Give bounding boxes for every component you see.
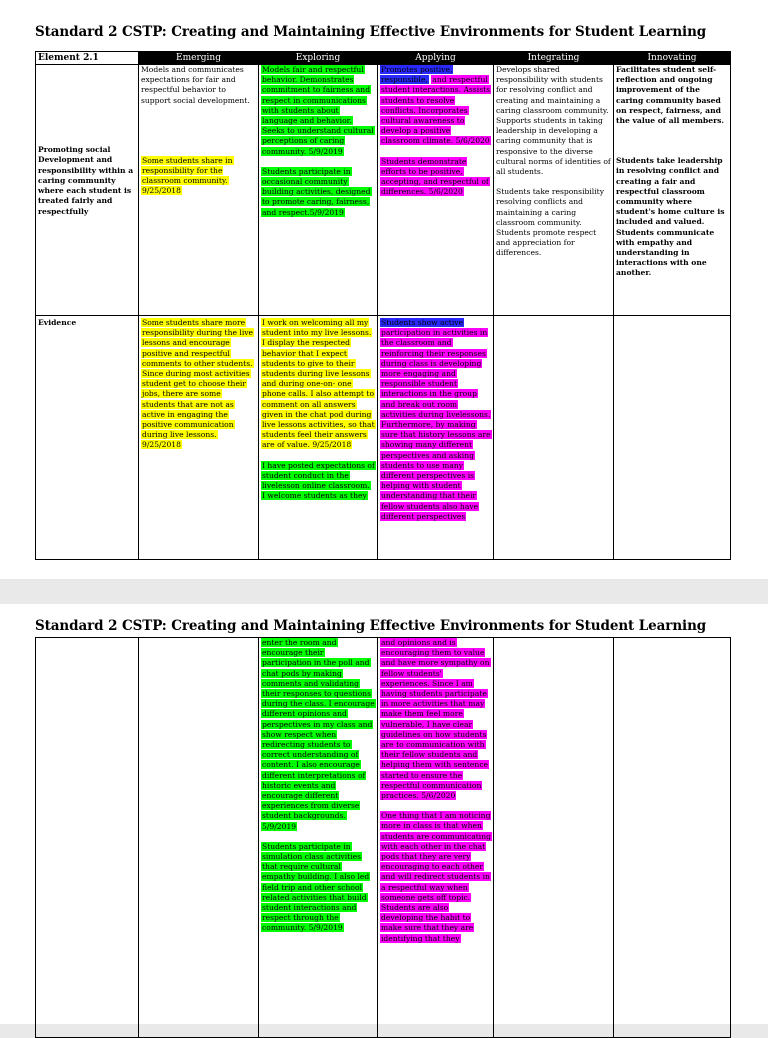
table-row-evidence-continued bbox=[36, 638, 731, 1038]
highlighted-text: I work on welcoming all my student into my live lessons. I display the respected behavior that I expect students to give to their students during live lessons and during one-on- one phone calls. I also attempt to comment on all answers given in the chat pod during live lessons activities, so that students feel their answers are of value. 9/25/2018 bbox=[262, 318, 375, 450]
cell-text: Facilitates student self-reflection and ongoing improvement of the caring community based on respect, fairness, and the value of all members. bbox=[616, 65, 724, 126]
column-header-innovating: Innovating bbox=[614, 52, 731, 65]
highlighted-text: Some students share more responsibility during the live lessons and encourage positive and respectful comments to other students. Since during most activities student get to choose their jobs, there are some students that are not as active in engaging the positive communication during live lessons. 9/25/2018 bbox=[142, 318, 254, 450]
cell-text: Students take responsibility resolving conflicts and maintaining a caring classroom community. Students promote respect and appreciation for differences. bbox=[496, 187, 604, 258]
page-title: Standard 2 CSTP: Creating and Maintaining Effective Environments for Student Learning bbox=[35, 618, 707, 634]
cell-innovating bbox=[614, 638, 731, 1038]
page-title: Standard 2 CSTP: Creating and Maintaining Effective Environments for Student Learning bbox=[35, 24, 707, 40]
cell-integrating bbox=[494, 638, 614, 1038]
cell-text: Students take leadership in resolving conflict and creating a fair and respectful classroom community where student's home culture is included and valued. Students communicate with empathy and understanding in interactions with one another. bbox=[616, 156, 725, 278]
cell-emerging bbox=[139, 65, 259, 316]
row-label-text: Promoting social Development and responsibility within a caring community where each student is treated fairly and respectfully bbox=[38, 145, 134, 216]
highlighted-text: Some students share in responsibility for the classroom community. 9/25/2018 bbox=[142, 155, 233, 196]
row-label-evidence: Evidence bbox=[36, 316, 139, 560]
cell-applying bbox=[378, 316, 494, 560]
highlighted-text: and respectful student interactions. Assists students to resolve conflicts. Incorporates cultural awareness to develop a positive classroom climate. 5/6/2020 bbox=[381, 75, 491, 146]
table-row-promoting bbox=[36, 65, 731, 316]
highlighted-text: Students demonstrate efforts to be positive, accepting, and respectful of differences. 5/6/2020 bbox=[381, 156, 489, 197]
highlighted-text: I have posted expectations of student conduct in the livelesson online classroom. I welcome students as they bbox=[262, 460, 375, 501]
cell-text: Models and communicates expectations for fair and respectful behavior to support social development. bbox=[141, 65, 250, 105]
cell-exploring bbox=[259, 65, 378, 316]
element-label: Element 2.1 bbox=[36, 52, 139, 65]
cell-innovating bbox=[614, 316, 731, 560]
highlighted-text: and opinions and is encouraging them to value and have more sympathy on fellow students' experiences. Since I am having students participate in more activities that may make them feel more vulnerable, I have clear guidelines on how students are to communication with their fellow students and helping them with sentence started to ensure the respectful communication practices. 5/6/2020 bbox=[381, 638, 490, 801]
highlighted-text: Models fair and respectful behavior. Demonstrates commitment to fairness and respect in communications with students about language and behavior. Seeks to understand cultural perceptions of caring community. 5/9/2019 bbox=[262, 65, 374, 156]
cell-applying bbox=[378, 638, 494, 1038]
cell-exploring bbox=[259, 638, 378, 1038]
highlighted-text: Students participate in simulation class activities that require cultural empathy building. I also led field trip and other school related activities that build student interactions and respect through the community. 5/9/2019 bbox=[262, 841, 370, 933]
rubric-table-continued bbox=[35, 637, 731, 1038]
cell-innovating bbox=[614, 65, 731, 316]
cell-label bbox=[36, 638, 139, 1038]
cell-emerging bbox=[139, 638, 259, 1038]
table-row-evidence bbox=[36, 316, 731, 560]
rubric-table bbox=[35, 51, 731, 560]
cell-exploring bbox=[259, 316, 378, 560]
column-header-emerging: Emerging bbox=[139, 52, 259, 65]
row-label-promoting bbox=[36, 65, 139, 316]
cell-applying bbox=[378, 65, 494, 316]
highlighted-text: Students participate in occasional community building activities, designed to promote caring, fairness, and respect.5/9/2019 bbox=[262, 166, 371, 217]
highlighted-text: Students show active bbox=[381, 318, 464, 327]
cell-integrating bbox=[494, 316, 614, 560]
cell-integrating bbox=[494, 65, 614, 316]
header-row bbox=[36, 52, 731, 65]
cell-text: Develops shared responsibility with students for resolving conflict and creating and maintaining a caring classroom community. Supports students in taking leadership in developing a caring community that is responsive to the diverse cultural norms of identities of all students. bbox=[496, 65, 611, 177]
highlighted-text: enter the room and encourage their participation in the poll and chat pods by making comments and validating their responses to questions during the class. I encourage different opinions and perspectives in my class and show respect when redirecting students to correct understanding of content. I also encourage different interpretations of historic events and encourage different experiences from diverse student backgrounds. 5/9/2019 bbox=[262, 638, 375, 831]
column-header-integrating: Integrating bbox=[494, 52, 614, 65]
column-header-applying: Applying bbox=[378, 52, 494, 65]
document-page-2 bbox=[0, 604, 768, 1024]
cell-emerging bbox=[139, 316, 259, 560]
column-header-exploring: Exploring bbox=[259, 52, 378, 65]
highlighted-text: Promotes positive, responsible, bbox=[381, 65, 453, 85]
highlighted-text: participation in activities in the classroom and reinforcing their responses during class is developing more engaging and responsible student interactions in the group and break out room activities during livelessons. Furthermore, by making sure that history lessons are showing many different perspectives and asking students to use many different perspectives is helping with student understanding that their fellow students also have different perspectives bbox=[381, 328, 491, 521]
highlighted-text: One thing that I am noticing more in class is that when students are communicating with each other in the chat pods that they are very encouraging to each other and will redirect students in a respectful way when someone gets off topic. Students are also developing the habit to make sure that they are identifying that they bbox=[381, 811, 491, 943]
